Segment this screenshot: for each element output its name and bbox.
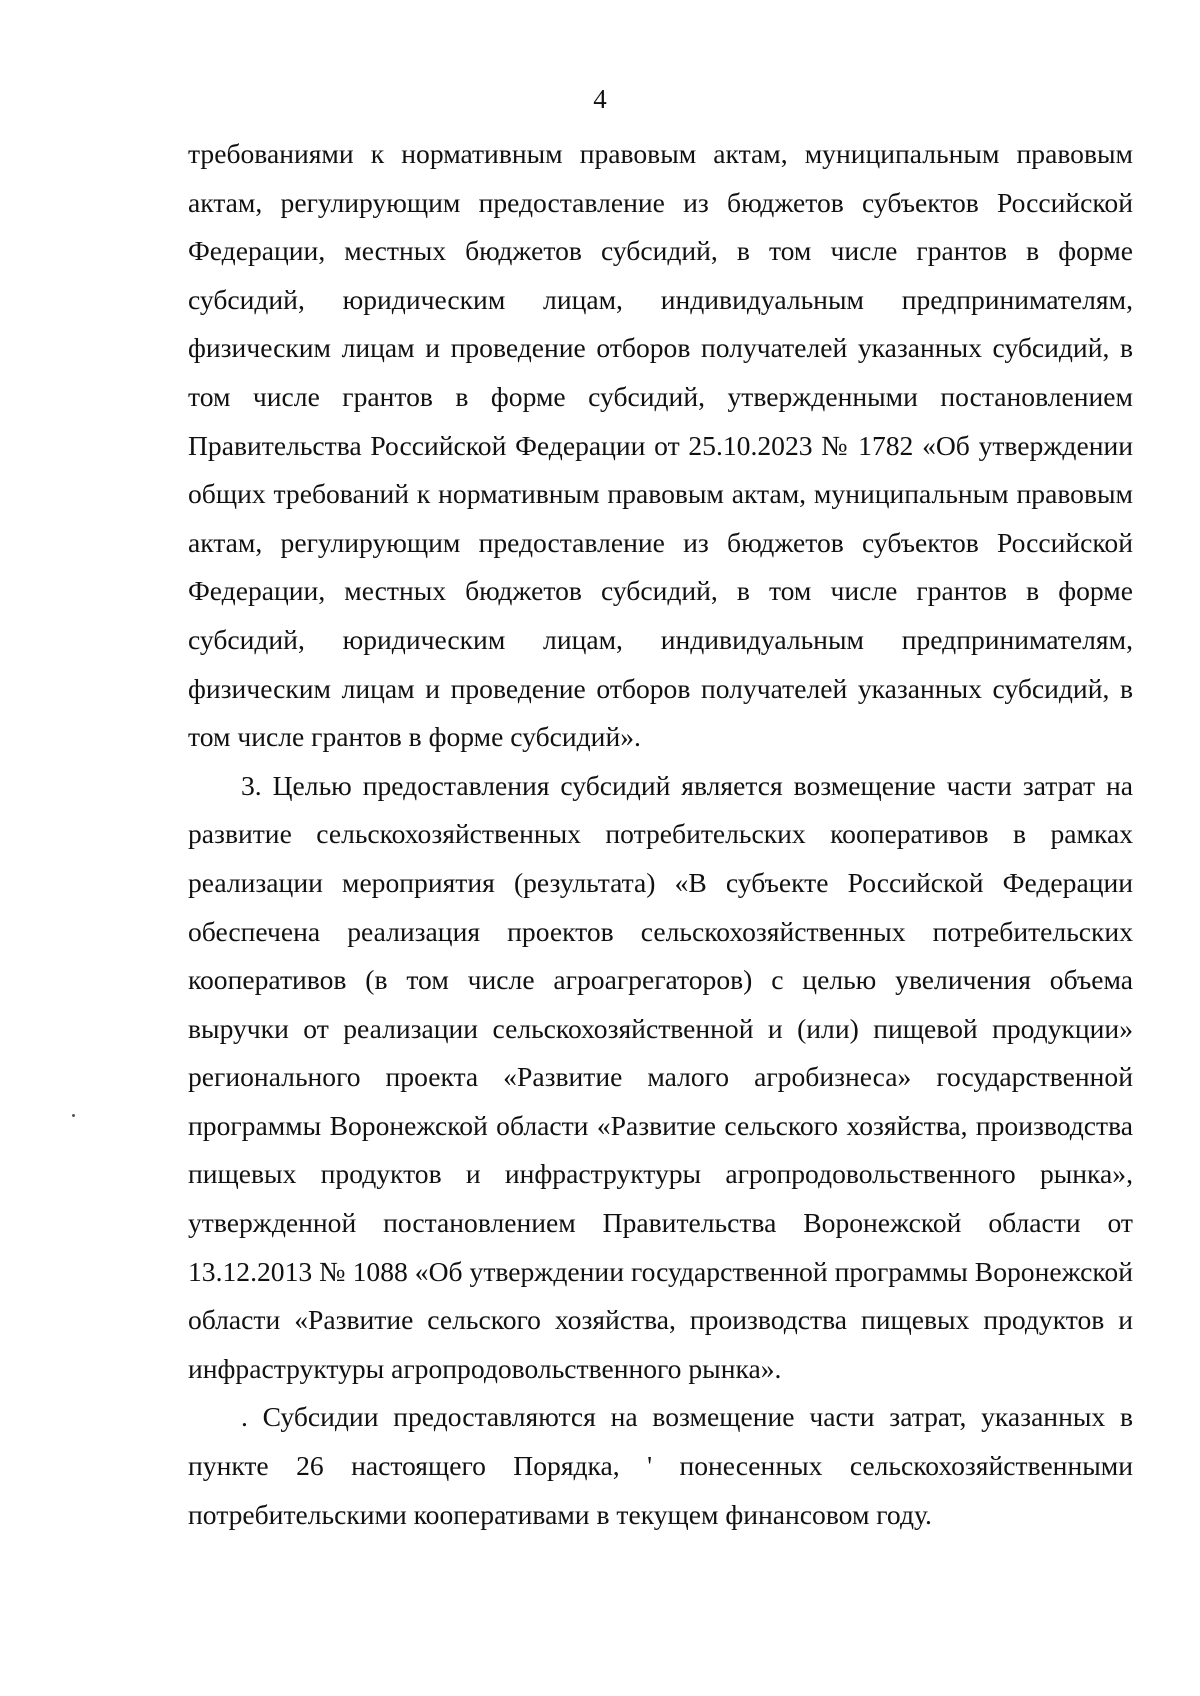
document-body bbox=[188, 130, 1133, 1539]
page-number: 4 bbox=[593, 84, 607, 114]
paragraph-subsidies: . Субсидии предоставляются на возмещение части затрат, указанных в пункте 26 настоящего Порядка, ' понесенных сельскохозяйственными потребительскими кооперативами в текущем финансовом году. bbox=[188, 1401, 1133, 1530]
paragraph-item-3: 3. Целью предоставления субсидий является возмещение части затрат на развитие сельскохозяйственных потребительских кооперативов в рамках реализации мероприятия (результата) «В субъекте Российской Федерации обеспечена реализация проектов сельскохозяйственных потребительских кооперативов (в том числе агроагрегаторов) с целью увеличения объема выручки от реализации сельскохозяйственной и (или) пищевой продукции» регионального проекта «Развитие малого агробизнеса» государственной программы Воронежской области «Развитие сельского хозяйства, производства пищевых продуктов и инфраструктуры агропродовольственного рынка», утвержденной постановлением Правительства Воронежской области от 13.12.2013 № 1088 «Об утверждении государственной программы Воронежской области «Развитие сельского хозяйства, производства пищевых продуктов и инфраструктуры агропродовольственного рынка». bbox=[188, 769, 1133, 1384]
scan-speck bbox=[72, 1114, 75, 1117]
paragraph-continuation: требованиями к нормативным правовым актам, муниципальным правовым актам, регулирующим предоставление из бюджетов субъектов Российской Федерации, местных бюджетов субсидий, в том числе грантов в форме субсидий, юридическим лицам, индивидуальным предпринимателям, физическим лицам и проведение отборов получателей указанных субсидий, в том числе грантов в форме субсидий, утвержденными постановлением Правительства Российской Федерации от 25.10.2023 № 1782 «Об утверждении общих требований к нормативным правовым актам, муниципальным правовым актам, регулирующим предоставление из бюджетов субъектов Российской Федерации, местных бюджетов субсидий, в том числе грантов в форме субсидий, юридическим лицам, индивидуальным предпринимателям, физическим лицам и проведение отборов получателей указанных субсидий, в том числе грантов в форме субсидий». bbox=[188, 138, 1133, 753]
